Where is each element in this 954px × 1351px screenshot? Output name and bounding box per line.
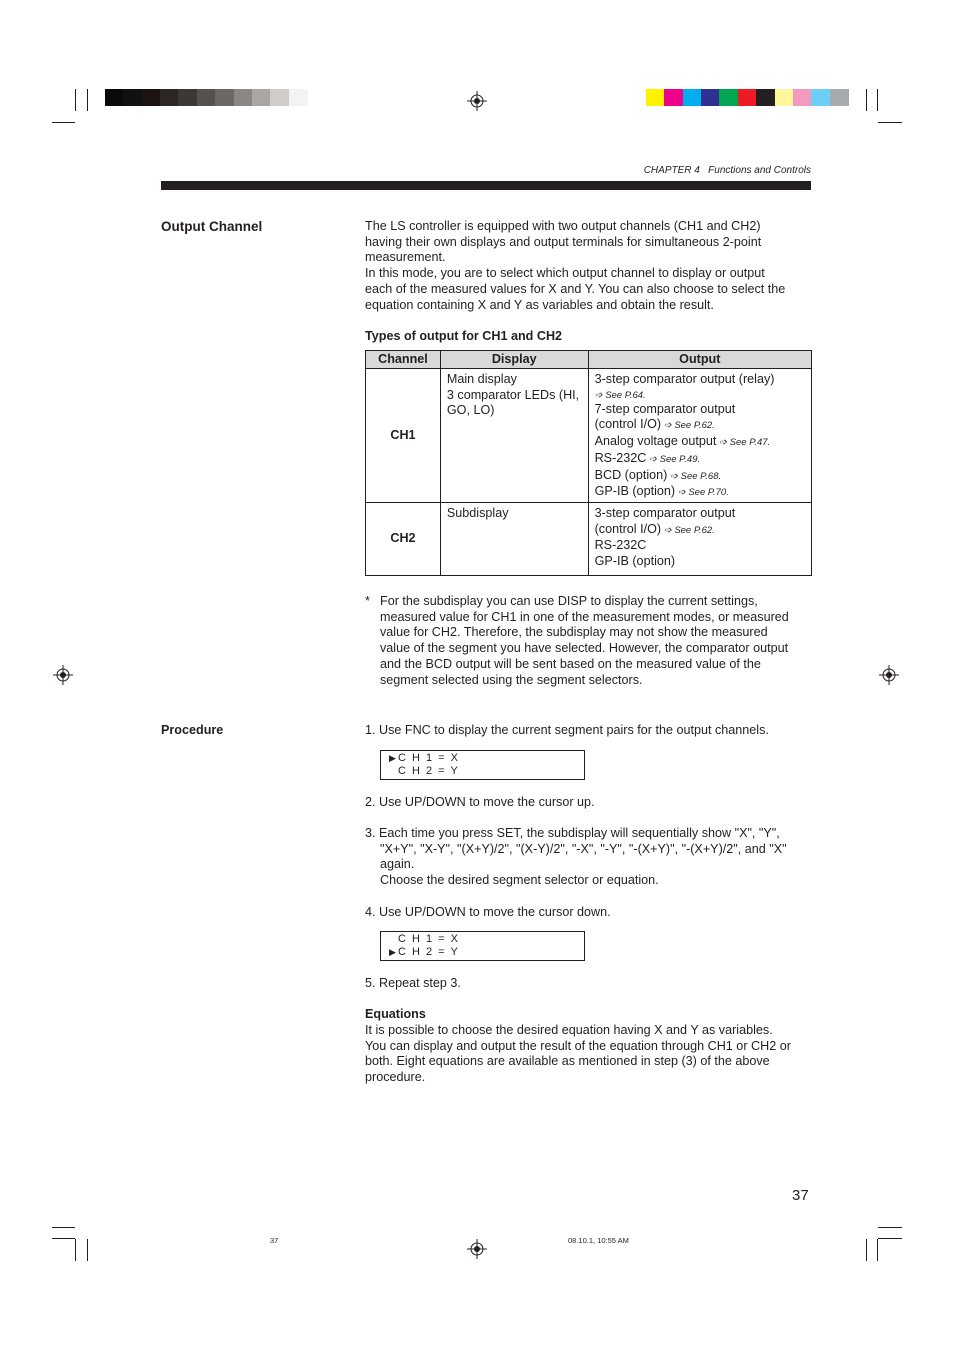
output-line xyxy=(595,522,811,539)
page-reference: See P.62. xyxy=(674,420,715,432)
display-line: Main display xyxy=(446,372,517,386)
display-cell xyxy=(440,503,588,576)
output-text: (control I/O) xyxy=(594,521,662,536)
color-swatch xyxy=(719,89,738,106)
output-line xyxy=(595,417,811,434)
output-line xyxy=(595,554,811,570)
table-row-ch2 xyxy=(366,503,812,576)
output-text: RS-232C xyxy=(594,538,647,553)
output-types-table xyxy=(365,350,812,576)
color-swatch xyxy=(683,89,702,106)
step-4: 4. Use UP/DOWN to move the cursor down. xyxy=(365,905,611,919)
page-reference: See P.47. xyxy=(729,437,771,449)
page-reference: See P.62. xyxy=(674,524,715,536)
output-line xyxy=(595,372,811,388)
color-swatch xyxy=(105,89,124,106)
note-mark: * xyxy=(365,594,370,608)
section-title-output-channel: Output Channel xyxy=(161,219,263,234)
reference-arrow-icon: ➩ xyxy=(661,524,675,536)
channel-cell: CH2 xyxy=(366,503,441,576)
color-swatch xyxy=(215,89,234,106)
note-line: segment selected using the segment selectors. xyxy=(380,672,643,687)
intro-paragraph xyxy=(365,219,815,313)
note-line: value of the segment you have selected. However, the comparator output xyxy=(380,641,789,656)
step-3-line: Choose the desired segment selector or equation. xyxy=(380,873,659,888)
output-line xyxy=(595,538,811,554)
color-swatch xyxy=(123,89,142,106)
header-channel: Channel xyxy=(366,351,441,369)
intro-line: each of the measured values for X and Y. You can also choose to select the xyxy=(365,281,786,296)
output-text: Analog voltage output xyxy=(594,434,717,449)
note-paragraph xyxy=(380,594,820,688)
reference-arrow-icon: ➩ xyxy=(661,420,675,432)
reference-arrow-icon: ➩ xyxy=(667,470,681,482)
reference-arrow-icon: ➩ xyxy=(646,453,660,465)
note-line: For the subdisplay you can use DISP to display the current settings, xyxy=(380,594,758,608)
color-swatch xyxy=(178,89,197,106)
lcd-line-1: C H 1 = X xyxy=(398,933,460,945)
slug-date: 08.10.1, 10:55 AM xyxy=(568,1236,629,1245)
cursor-arrow-icon: ▶ xyxy=(389,753,398,763)
equations-paragraph xyxy=(365,1023,815,1086)
registration-mark-icon xyxy=(467,91,487,111)
display-cell xyxy=(440,369,588,503)
reference-arrow-icon: ➩ xyxy=(594,389,606,401)
lcd-line-2: C H 2 = Y xyxy=(398,765,460,777)
step-3-line: 3. Each time you press SET, the subdisplay will sequentially show "X", "Y", xyxy=(365,826,780,840)
output-text: 3-step comparator output xyxy=(594,506,736,520)
output-cell xyxy=(588,503,811,576)
display-line: GO, LO) xyxy=(446,403,495,418)
output-text: 3-step comparator output (relay) xyxy=(594,372,775,386)
intro-line: The LS controller is equipped with two output channels (CH1 and CH2) xyxy=(365,219,761,233)
reference-arrow-icon: ➩ xyxy=(716,437,730,449)
color-swatch xyxy=(160,89,179,106)
table-row-ch1 xyxy=(366,369,812,503)
page-reference: See P.64. xyxy=(605,389,646,401)
color-swatch xyxy=(252,89,271,106)
color-swatch xyxy=(775,89,794,106)
color-swatch xyxy=(646,89,665,106)
color-swatch xyxy=(270,89,289,106)
intro-line: In this mode, you are to select which output channel to display or output xyxy=(365,266,765,281)
step-2: 2. Use UP/DOWN to move the cursor up. xyxy=(365,795,595,809)
color-swatch xyxy=(234,89,253,106)
note-line: measured value for CH1 in one of the measurement modes, or measured xyxy=(380,609,789,624)
cursor-arrow-icon: ▶ xyxy=(389,947,398,957)
registration-mark-icon xyxy=(53,665,73,685)
table-title: Types of output for CH1 and CH2 xyxy=(365,329,563,343)
page-number: 37 xyxy=(792,1187,809,1204)
header-display: Display xyxy=(440,351,588,369)
page-reference: See P.70. xyxy=(688,487,729,499)
output-line xyxy=(595,468,811,485)
intro-line: having their own displays and output terminals for simultaneous 2-point xyxy=(365,234,762,249)
display-line: 3 comparator LEDs (HI, xyxy=(446,387,580,402)
output-line xyxy=(595,506,811,522)
output-line xyxy=(595,451,811,468)
output-text: RS-232C xyxy=(594,450,647,465)
color-swatch xyxy=(664,89,683,106)
chapter-header: CHAPTER 4 Functions and Controls xyxy=(643,165,811,176)
color-swatch xyxy=(701,89,720,106)
equations-line: both. Eight equations are available as mentioned in step (3) of the above xyxy=(365,1054,770,1069)
output-text: GP-IB (option) xyxy=(594,554,676,569)
equations-title: Equations xyxy=(365,1007,426,1021)
reference-arrow-icon: ➩ xyxy=(675,487,689,499)
note-line: and the BCD output will be sent based on the measured value of the xyxy=(380,656,761,671)
equations-line: It is possible to choose the desired equation having X and Y as variables. xyxy=(365,1023,773,1037)
output-text: GP-IB (option) xyxy=(594,484,676,499)
page-reference: See P.68. xyxy=(680,470,722,482)
header-output: Output xyxy=(588,351,811,369)
step-3-line: "X+Y", "X-Y", "(X+Y)/2", "(X-Y)/2", "-X", "-Y", "-(X+Y)", "-(X+Y)/2", and "X" xyxy=(380,841,787,856)
lcd-line-1: C H 1 = X xyxy=(398,752,460,764)
display-line: Subdisplay xyxy=(446,506,509,520)
output-line xyxy=(595,388,811,402)
equations-line: procedure. xyxy=(365,1070,426,1085)
color-swatch xyxy=(756,89,775,106)
section-title-procedure: Procedure xyxy=(161,723,224,737)
output-cell xyxy=(588,369,811,503)
registration-mark-icon xyxy=(467,1239,487,1259)
step-1: 1. Use FNC to display the current segment pairs for the output channels. xyxy=(365,723,769,737)
intro-line: measurement. xyxy=(365,250,446,265)
color-swatch xyxy=(793,89,812,106)
lcd-display-1 xyxy=(380,750,585,780)
color-swatch xyxy=(197,89,216,106)
intro-line: equation containing X and Y as variables and obtain the result. xyxy=(365,297,714,312)
note-line: value for CH2. Therefore, the subdisplay may not show the measured xyxy=(380,625,768,640)
output-text: 7-step comparator output xyxy=(594,401,736,416)
output-line xyxy=(595,434,811,451)
output-line xyxy=(595,484,811,501)
output-text: BCD (option) xyxy=(594,467,668,482)
output-line xyxy=(595,402,811,418)
color-swatch xyxy=(830,89,849,106)
equations-line: You can display and output the result of the equation through CH1 or CH2 or xyxy=(365,1038,791,1053)
step-3-line: again. xyxy=(380,857,415,872)
step-5: 5. Repeat step 3. xyxy=(365,976,461,990)
slug-page: 37 xyxy=(270,1236,279,1245)
channel-cell: CH1 xyxy=(366,369,441,503)
lcd-display-2 xyxy=(380,931,585,961)
header-rule xyxy=(161,181,811,190)
color-swatch xyxy=(289,89,308,106)
output-text: (control I/O) xyxy=(594,417,662,432)
color-swatch xyxy=(811,89,830,106)
color-swatch xyxy=(738,89,757,106)
registration-mark-icon xyxy=(879,665,899,685)
step-3 xyxy=(365,826,815,889)
lcd-line-2: C H 2 = Y xyxy=(398,946,460,958)
color-swatch xyxy=(142,89,161,106)
page-reference: See P.49. xyxy=(659,453,701,465)
